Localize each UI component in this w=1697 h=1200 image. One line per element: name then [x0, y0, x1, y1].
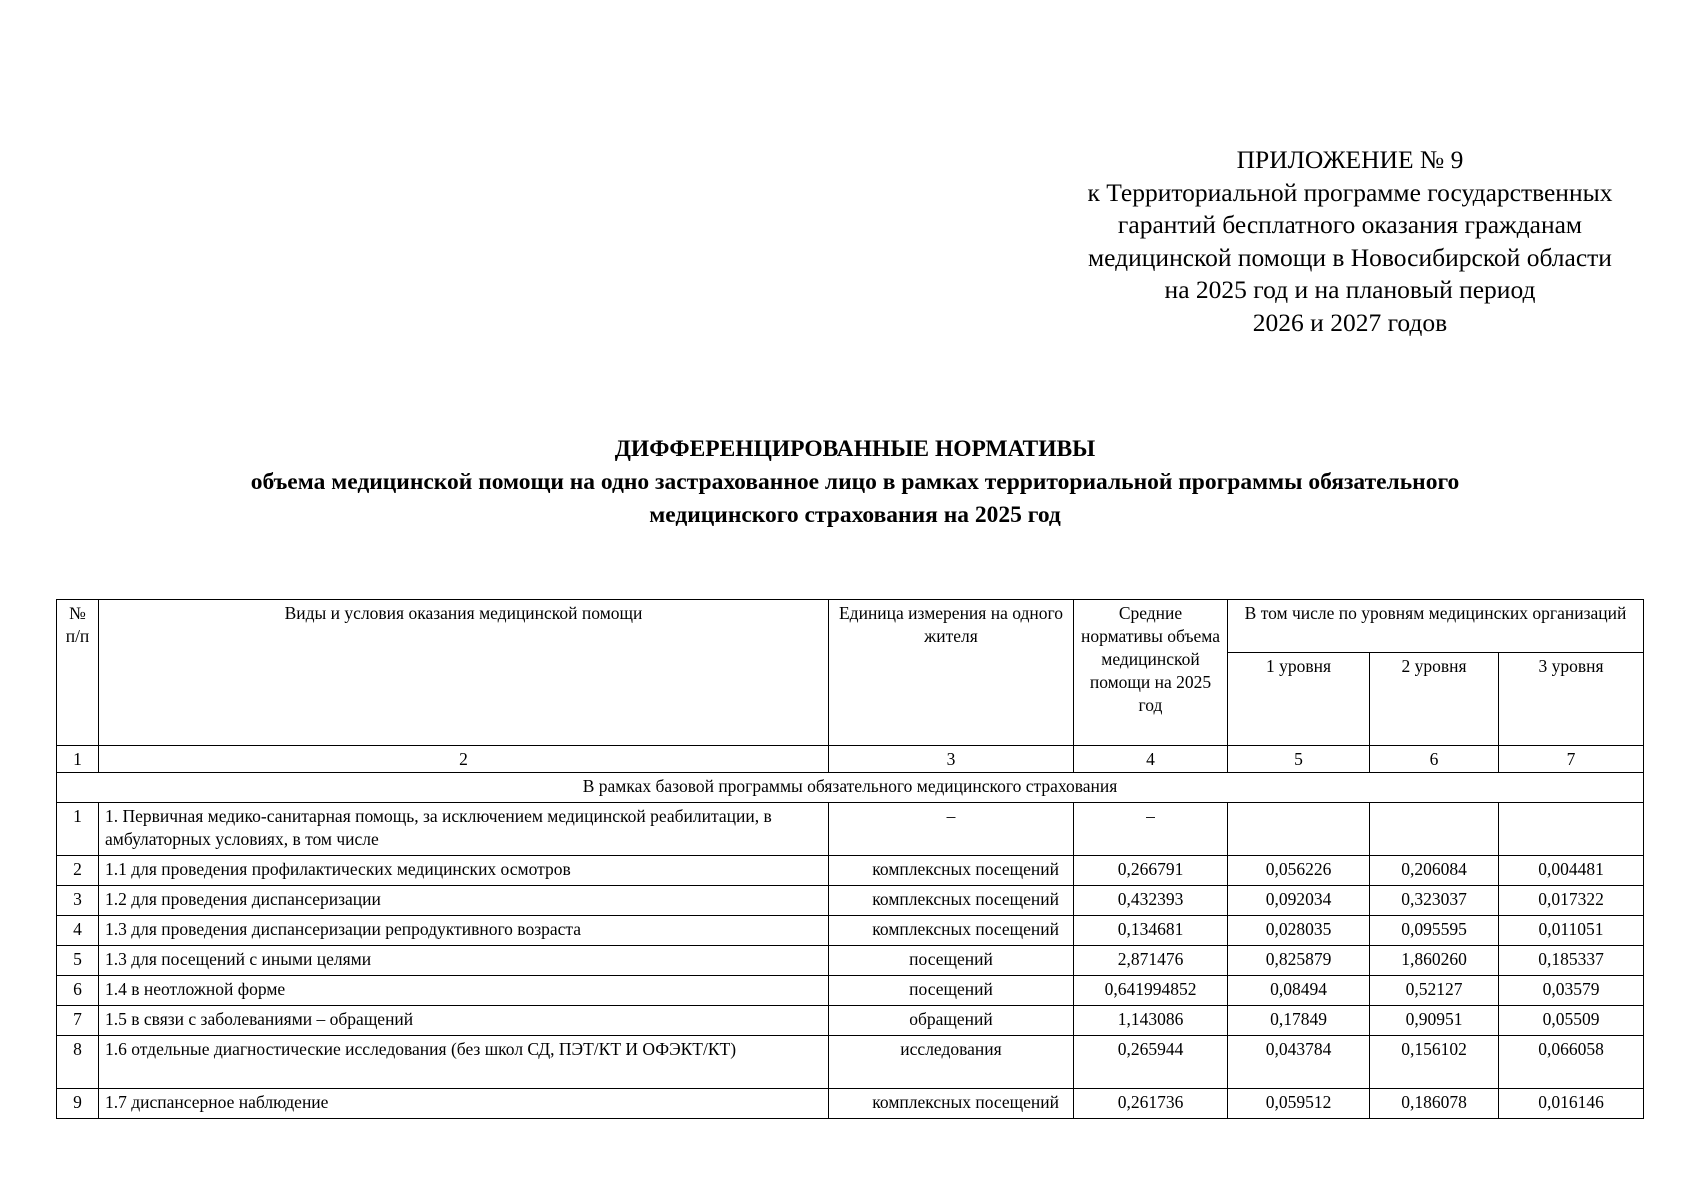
section-row [57, 773, 1644, 803]
cell-level-2: 0,206084 [1370, 856, 1499, 886]
document-title [60, 433, 1650, 532]
title-line-2: объема медицинской помощи на одно застрахованное лицо в рамках территориальной программы обязательного [250, 469, 1460, 495]
cell-type: 1.2 для проведения диспансеризации [99, 886, 829, 916]
table-row [57, 946, 1644, 976]
table-row [57, 1089, 1644, 1119]
cell-type: 1.4 в неотложной форме [99, 976, 829, 1006]
table-header [57, 600, 1644, 803]
appendix-line: на 2025 год и на плановый период [1164, 275, 1536, 304]
cell-num: 2 [57, 856, 99, 886]
header-levels-group: В том числе по уровням медицинских организаций [1228, 600, 1644, 653]
cell-level-1: 0,056226 [1228, 856, 1370, 886]
table-row [57, 976, 1644, 1006]
cell-level-1: 0,08494 [1228, 976, 1370, 1006]
column-number: 3 [829, 746, 1074, 773]
cell-level-3: 0,004481 [1499, 856, 1644, 886]
cell-type: 1. Первичная медико-санитарная помощь, за исключением медицинской реабилитации, в амбулаторных условиях, в том числе [99, 803, 829, 856]
section-title: В рамках базовой программы обязательного медицинского страхования [57, 773, 1644, 803]
title-line-3: медицинского страхования на 2025 год [649, 502, 1061, 528]
cell-level-2: 0,90951 [1370, 1006, 1499, 1036]
cell-level-2: 1,860260 [1370, 946, 1499, 976]
cell-type: 1.7 диспансерное наблюдение [99, 1089, 829, 1119]
header-type: Виды и условия оказания медицинской помощи [99, 600, 829, 746]
cell-level-3: 0,017322 [1499, 886, 1644, 916]
table-row [57, 916, 1644, 946]
column-number: 5 [1228, 746, 1370, 773]
cell-unit: комплексных посещений [829, 856, 1074, 886]
cell-level-3: 0,185337 [1499, 946, 1644, 976]
norms-table [56, 599, 1644, 1119]
header-average: Средние нормативы объема медицинской помощи на 2025 год [1074, 600, 1228, 746]
column-number-row [57, 746, 1644, 773]
table-row [57, 1006, 1644, 1036]
header-level-2: 2 уровня [1370, 653, 1499, 746]
cell-num: 3 [57, 886, 99, 916]
appendix-line: медицинской помощи в Новосибирской области [1088, 242, 1612, 272]
cell-level-3: 0,05509 [1499, 1006, 1644, 1036]
table-row [57, 886, 1644, 916]
cell-level-3: 0,066058 [1499, 1036, 1644, 1089]
cell-level-2: 0,186078 [1370, 1089, 1499, 1119]
cell-unit: посещений [829, 946, 1074, 976]
cell-level-2: 0,52127 [1370, 976, 1499, 1006]
header-unit: Единица измерения на одного жителя [829, 600, 1074, 746]
cell-average: 2,871476 [1074, 946, 1228, 976]
header-num: № п/п [57, 600, 99, 746]
cell-level-1: 0,17849 [1228, 1006, 1370, 1036]
table-row [57, 803, 1644, 856]
appendix-line: 2026 и 2027 годов [1252, 307, 1448, 337]
appendix-header [1040, 144, 1660, 339]
cell-num: 5 [57, 946, 99, 976]
cell-level-3: 0,016146 [1499, 1089, 1644, 1119]
cell-average: 0,266791 [1074, 856, 1228, 886]
cell-type: 1.5 в связи с заболеваниями – обращений [99, 1006, 829, 1036]
cell-level-1: 0,028035 [1228, 916, 1370, 946]
cell-average: 0,641994852 [1074, 976, 1228, 1006]
cell-average: 0,432393 [1074, 886, 1228, 916]
cell-average: 0,134681 [1074, 916, 1228, 946]
cell-level-1 [1228, 803, 1370, 856]
cell-unit: – [829, 803, 1074, 856]
cell-average: 0,261736 [1074, 1089, 1228, 1119]
cell-average: 1,143086 [1074, 1006, 1228, 1036]
table-row [57, 856, 1644, 886]
cell-level-2: 0,323037 [1370, 886, 1499, 916]
cell-num: 4 [57, 916, 99, 946]
column-number: 4 [1074, 746, 1228, 773]
header-level-1: 1 уровня [1228, 653, 1370, 746]
cell-type: 1.6 отдельные диагностические исследования (без школ СД, ПЭТ/КТ И ОФЭКТ/КТ) [99, 1036, 829, 1089]
cell-type: 1.1 для проведения профилактических медицинских осмотров [99, 856, 829, 886]
cell-num: 6 [57, 976, 99, 1006]
cell-unit: обращений [829, 1006, 1074, 1036]
cell-level-3 [1499, 803, 1644, 856]
table-body [57, 803, 1644, 1119]
cell-level-1: 0,059512 [1228, 1089, 1370, 1119]
cell-unit: исследования [829, 1036, 1074, 1089]
column-number: 2 [99, 746, 829, 773]
cell-unit: комплексных посещений [829, 1089, 1074, 1119]
cell-level-1: 0,825879 [1228, 946, 1370, 976]
cell-level-1: 0,092034 [1228, 886, 1370, 916]
appendix-line: гарантий бесплатного оказания гражданам [1117, 210, 1583, 239]
cell-average: – [1074, 803, 1228, 856]
cell-unit: посещений [829, 976, 1074, 1006]
column-number: 1 [57, 746, 99, 773]
header-level-3: 3 уровня [1499, 653, 1644, 746]
cell-level-2: 0,095595 [1370, 916, 1499, 946]
cell-type: 1.3 для проведения диспансеризации репродуктивного возраста [99, 916, 829, 946]
cell-num: 8 [57, 1036, 99, 1089]
appendix-line: к Территориальной программе государственных [1087, 177, 1613, 207]
cell-num: 7 [57, 1006, 99, 1036]
cell-level-3: 0,03579 [1499, 976, 1644, 1006]
cell-average: 0,265944 [1074, 1036, 1228, 1089]
cell-level-2: 0,156102 [1370, 1036, 1499, 1089]
table-row [57, 1036, 1644, 1089]
cell-level-1: 0,043784 [1228, 1036, 1370, 1089]
appendix-line: ПРИЛОЖЕНИЕ № 9 [1236, 145, 1464, 174]
column-number: 6 [1370, 746, 1499, 773]
column-number: 7 [1499, 746, 1644, 773]
cell-level-3: 0,011051 [1499, 916, 1644, 946]
cell-level-2 [1370, 803, 1499, 856]
cell-num: 1 [57, 803, 99, 856]
cell-unit: комплексных посещений [829, 916, 1074, 946]
cell-unit: комплексных посещений [829, 886, 1074, 916]
cell-num: 9 [57, 1089, 99, 1119]
title-line-1: ДИФФЕРЕНЦИРОВАННЫЕ НОРМАТИВЫ [614, 436, 1096, 462]
cell-type: 1.3 для посещений с иными целями [99, 946, 829, 976]
